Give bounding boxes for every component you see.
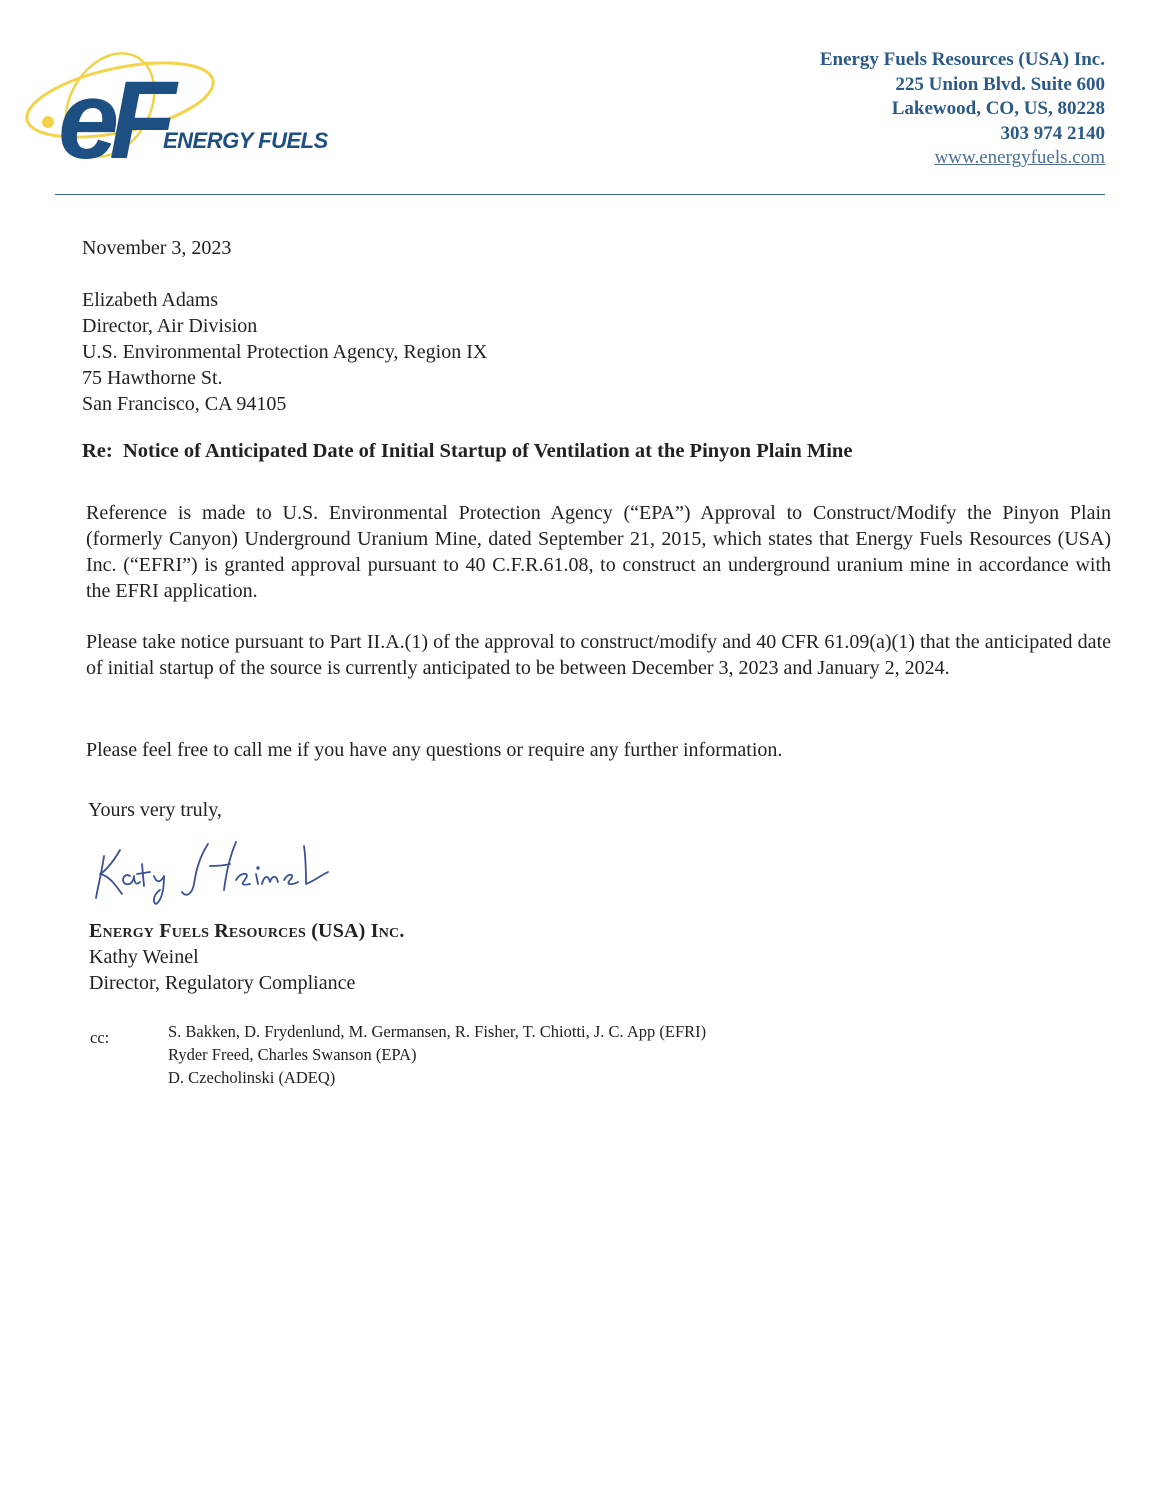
company-phone: 303 974 2140 [1000,122,1105,144]
cc-line-efri: S. Bakken, D. Frydenlund, M. Germansen, R. Fisher, T. Chiotti, J. C. App (EFRI) [168,1022,707,1041]
signatory-company: Energy Fuels Resources (USA) Inc. [89,920,405,942]
recipient-org: U.S. Environmental Protection Agency, Region IX [82,341,488,363]
signature-block [89,918,1119,996]
company-name: Energy Fuels Resources (USA) Inc. [819,49,1105,70]
signatory-title: Director, Regulatory Compliance [89,972,356,994]
subject-line: Re: Notice of Anticipated Date of Initial Startup of Ventilation at the Pinyon Plain Mine [82,440,853,462]
recipient-title: Director, Air Division [82,315,258,337]
cc-line-epa: Ryder Freed, Charles Swanson (EPA) [168,1045,417,1064]
recipient-address [82,287,1112,417]
body-paragraph-3: Please feel free to call me if you have any questions or require any further information. [86,739,783,761]
letterhead-divider [55,194,1105,195]
recipient-street: 75 Hawthorne St. [82,367,223,389]
handwritten-signature [90,836,350,906]
company-street: 225 Union Blvd. Suite 600 [895,73,1105,95]
body-paragraph-1: Reference is made to U.S. Environmental Protection Agency (“EPA”) Approval to Construct/Modify the Pinyon Plain (formerly Canyon) Underground Uranium Mine, dated September 21, 2015, which states that Energy Fuels Resources (USA) Inc. (“EFRI”) is granted approval pursuant to 40 C.F.R.61.08, to construct an underground uranium mine in accordance with the EFRI application. [86,502,1111,602]
signatory-name: Kathy Weinel [89,946,199,968]
company-city: Lakewood, CO, US, 80228 [891,98,1105,119]
cc-label: cc: [90,1028,110,1047]
letter-date: November 3, 2023 [82,237,232,259]
cc-line-adeq: D. Czecholinski (ADEQ) [168,1068,336,1087]
company-address-block [685,48,1105,171]
company-website-link[interactable]: www.energyfuels.com [934,147,1105,168]
closing-salutation: Yours very truly, [88,799,222,821]
svg-text:eF: eF [58,59,167,170]
logo-wordmark: ENERGY FUELS [163,128,328,153]
cc-list [168,1020,706,1089]
body-paragraph-2: Please take notice pursuant to Part II.A.(1) of the approval to construct/modify and 40 CFR 61.09(a)(1) that the anticipated date of initial startup of the source is currently anticipated to be between December 3, 2023 and January 2, 2024. [86,631,1111,679]
recipient-city: San Francisco, CA 94105 [82,393,287,415]
recipient-name: Elizabeth Adams [82,289,219,311]
